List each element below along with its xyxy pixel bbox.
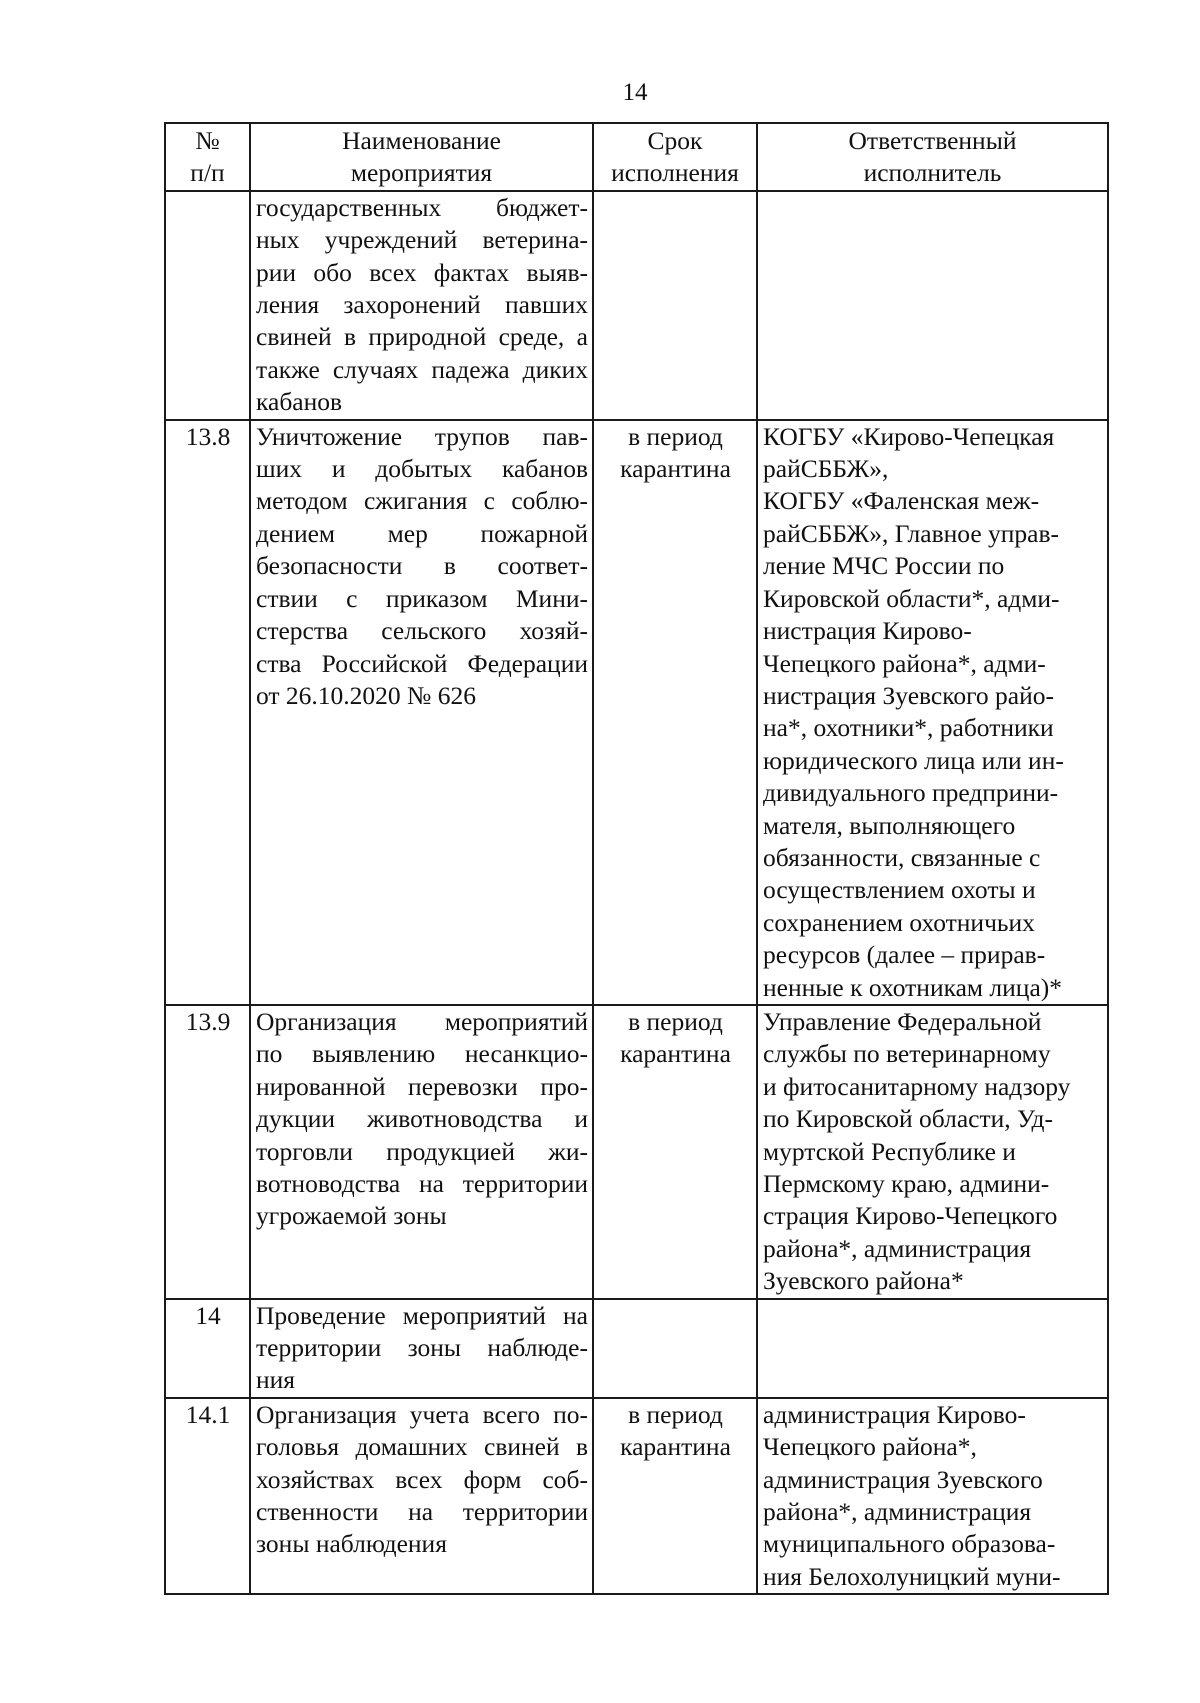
- term-text-line: карантина: [620, 1039, 731, 1069]
- measure-name-cell: [250, 1398, 593, 1594]
- table-row: [165, 191, 1108, 420]
- resp-text-line: Кировской области*, адми-: [763, 583, 1060, 613]
- deadline-cell: [593, 1005, 757, 1299]
- row-number-cell: 13.8: [165, 420, 250, 1005]
- measure-name-cell: [250, 1299, 593, 1398]
- resp-text-line: мателя, выполняющего: [763, 810, 1016, 840]
- resp-text-line: Пермскому краю, админи-: [763, 1169, 1050, 1198]
- term-text-line: карантина: [620, 454, 731, 484]
- name-text-line: торговли продукцией жи-: [256, 1136, 588, 1166]
- resp-text-line: Управление Федеральной: [763, 1006, 1042, 1036]
- resp-text-line: муртской Республике и: [763, 1136, 1016, 1166]
- table-header-row: [165, 123, 1108, 191]
- table-row: [165, 1398, 1108, 1594]
- table-row: [165, 420, 1108, 1005]
- name-text-line: хозяйствах всех форм соб-: [256, 1464, 588, 1494]
- name-text-line: стерства сельского хозяй-: [256, 616, 588, 646]
- resp-text-line: администрация Зуевского: [763, 1464, 1043, 1494]
- resp-text-line: ресурсов (далее – прирав-: [763, 940, 1046, 970]
- header-term: Срок исполнения: [593, 123, 757, 191]
- measure-name-cell: [250, 420, 593, 1005]
- resp-text-line: нистрация Кирово-: [763, 616, 972, 646]
- resp-text-line: службы по ветеринарному: [763, 1039, 1051, 1069]
- resp-text-line: райСББЖ», Главное управ-: [763, 518, 1060, 548]
- name-text-line: свиней в природной среде, а: [256, 322, 588, 352]
- name-text-line: ствии с приказом Мини-: [256, 583, 588, 613]
- measures-table: [164, 122, 1109, 1595]
- name-text-line: ния: [256, 1365, 296, 1395]
- name-text-line: ных учреждений ветерина-: [256, 225, 588, 255]
- measure-name-cell: [250, 1005, 593, 1299]
- name-text-line: безопасности в соответ-: [256, 551, 588, 581]
- table-row: [165, 1005, 1108, 1299]
- resp-text-line: нистрация Зуевского райо-: [763, 680, 1054, 710]
- resp-text-line: Чепецкого района*, адми-: [763, 648, 1046, 678]
- resp-text-line: ление МЧС России по: [763, 551, 1005, 581]
- name-text-line: рии обо всех фактах выяв-: [256, 257, 588, 287]
- term-text-line: карантина: [620, 1432, 731, 1462]
- resp-text-line: обязанности, связанные с: [763, 842, 1041, 872]
- responsible-cell: [757, 420, 1108, 1005]
- name-text-line: методом сжигания с соблю-: [256, 486, 588, 516]
- deadline-cell: [593, 1398, 757, 1594]
- name-text-line: зоны наблюдения: [256, 1529, 447, 1559]
- term-text-line: в период: [628, 1399, 723, 1429]
- deadline-cell: [593, 191, 757, 420]
- name-text-line: вотноводства на территории: [256, 1169, 588, 1198]
- resp-text-line: КОГБУ «Кирово-Чепецкая: [763, 421, 1055, 451]
- resp-text-line: по Кировской области, Уд-: [763, 1104, 1053, 1134]
- resp-text-line: юридического лица или ин-: [763, 745, 1064, 775]
- name-text-line: ления захоронений павших: [256, 290, 588, 320]
- name-text-line: государственных бюджет-: [256, 192, 588, 222]
- name-text-line: от 26.10.2020 № 626: [256, 680, 477, 710]
- name-text-line: Организация мероприятий: [256, 1006, 588, 1036]
- name-text-line: по выявлению несанкцио-: [256, 1039, 588, 1069]
- deadline-cell: [593, 1299, 757, 1398]
- header-responsible: Ответственный исполнитель: [757, 123, 1108, 191]
- name-text-line: территории зоны наблюде-: [256, 1333, 588, 1363]
- resp-text-line: КОГБУ «Фаленская меж-: [763, 486, 1040, 516]
- responsible-cell: [757, 1005, 1108, 1299]
- name-text-line: кабанов: [256, 387, 343, 417]
- name-text-line: дением мер пожарной: [256, 518, 588, 548]
- resp-text-line: и фитосанитарному надзору: [763, 1071, 1071, 1101]
- resp-text-line: района*, администрация: [763, 1233, 1032, 1263]
- resp-text-line: дивидуального предприни-: [763, 778, 1059, 808]
- header-num: № п/п: [165, 123, 250, 191]
- name-text-line: головья домашних свиней в: [256, 1432, 588, 1462]
- row-number-cell: 13.9: [165, 1005, 250, 1299]
- resp-text-line: Зуевского района*: [763, 1266, 964, 1296]
- name-text-line: угрожаемой зоны: [256, 1201, 447, 1231]
- row-number-cell: [165, 191, 250, 420]
- responsible-cell: [757, 1398, 1108, 1594]
- responsible-cell: [757, 191, 1108, 420]
- resp-text-line: осуществлением охоты и: [763, 875, 1036, 905]
- name-text-line: Уничтожение трупов пав-: [256, 421, 588, 451]
- header-name: Наименование мероприятия: [250, 123, 593, 191]
- row-number-cell: 14: [165, 1299, 250, 1398]
- name-text-line: ственности на территории: [256, 1497, 588, 1527]
- table-row: [165, 1299, 1108, 1398]
- name-text-line: Организация учета всего по-: [256, 1399, 588, 1429]
- measure-name-cell: [250, 191, 593, 420]
- term-text-line: в период: [628, 1006, 723, 1036]
- resp-text-line: ненные к охотникам лица)*: [763, 972, 1063, 1002]
- resp-text-line: района*, администрация: [763, 1497, 1032, 1527]
- name-text-line: также случаях падежа диких: [256, 354, 588, 384]
- resp-text-line: муниципального образова-: [763, 1529, 1056, 1559]
- name-text-line: ства Российской Федерации: [256, 648, 588, 678]
- resp-text-line: страция Кирово-Чепецкого: [763, 1201, 1058, 1231]
- name-text-line: нированной перевозки про-: [256, 1071, 588, 1101]
- resp-text-line: администрация Кирово-: [763, 1399, 1026, 1429]
- resp-text-line: Чепецкого района*,: [763, 1432, 977, 1462]
- page-number: 14: [622, 79, 648, 106]
- resp-text-line: райСББЖ»,: [763, 454, 889, 484]
- name-text-line: дукции животноводства и: [256, 1104, 588, 1134]
- responsible-cell: [757, 1299, 1108, 1398]
- term-text-line: в период: [628, 421, 723, 451]
- name-text-line: Проведение мероприятий на: [256, 1300, 588, 1330]
- deadline-cell: [593, 420, 757, 1005]
- resp-text-line: ния Белохолуницкий муни-: [763, 1561, 1061, 1591]
- row-number-cell: 14.1: [165, 1398, 250, 1594]
- table-body: [165, 191, 1108, 1594]
- resp-text-line: на*, охотники*, работники: [763, 713, 1054, 743]
- resp-text-line: сохранением охотничьих: [763, 907, 1035, 937]
- name-text-line: ших и добытых кабанов: [256, 454, 588, 484]
